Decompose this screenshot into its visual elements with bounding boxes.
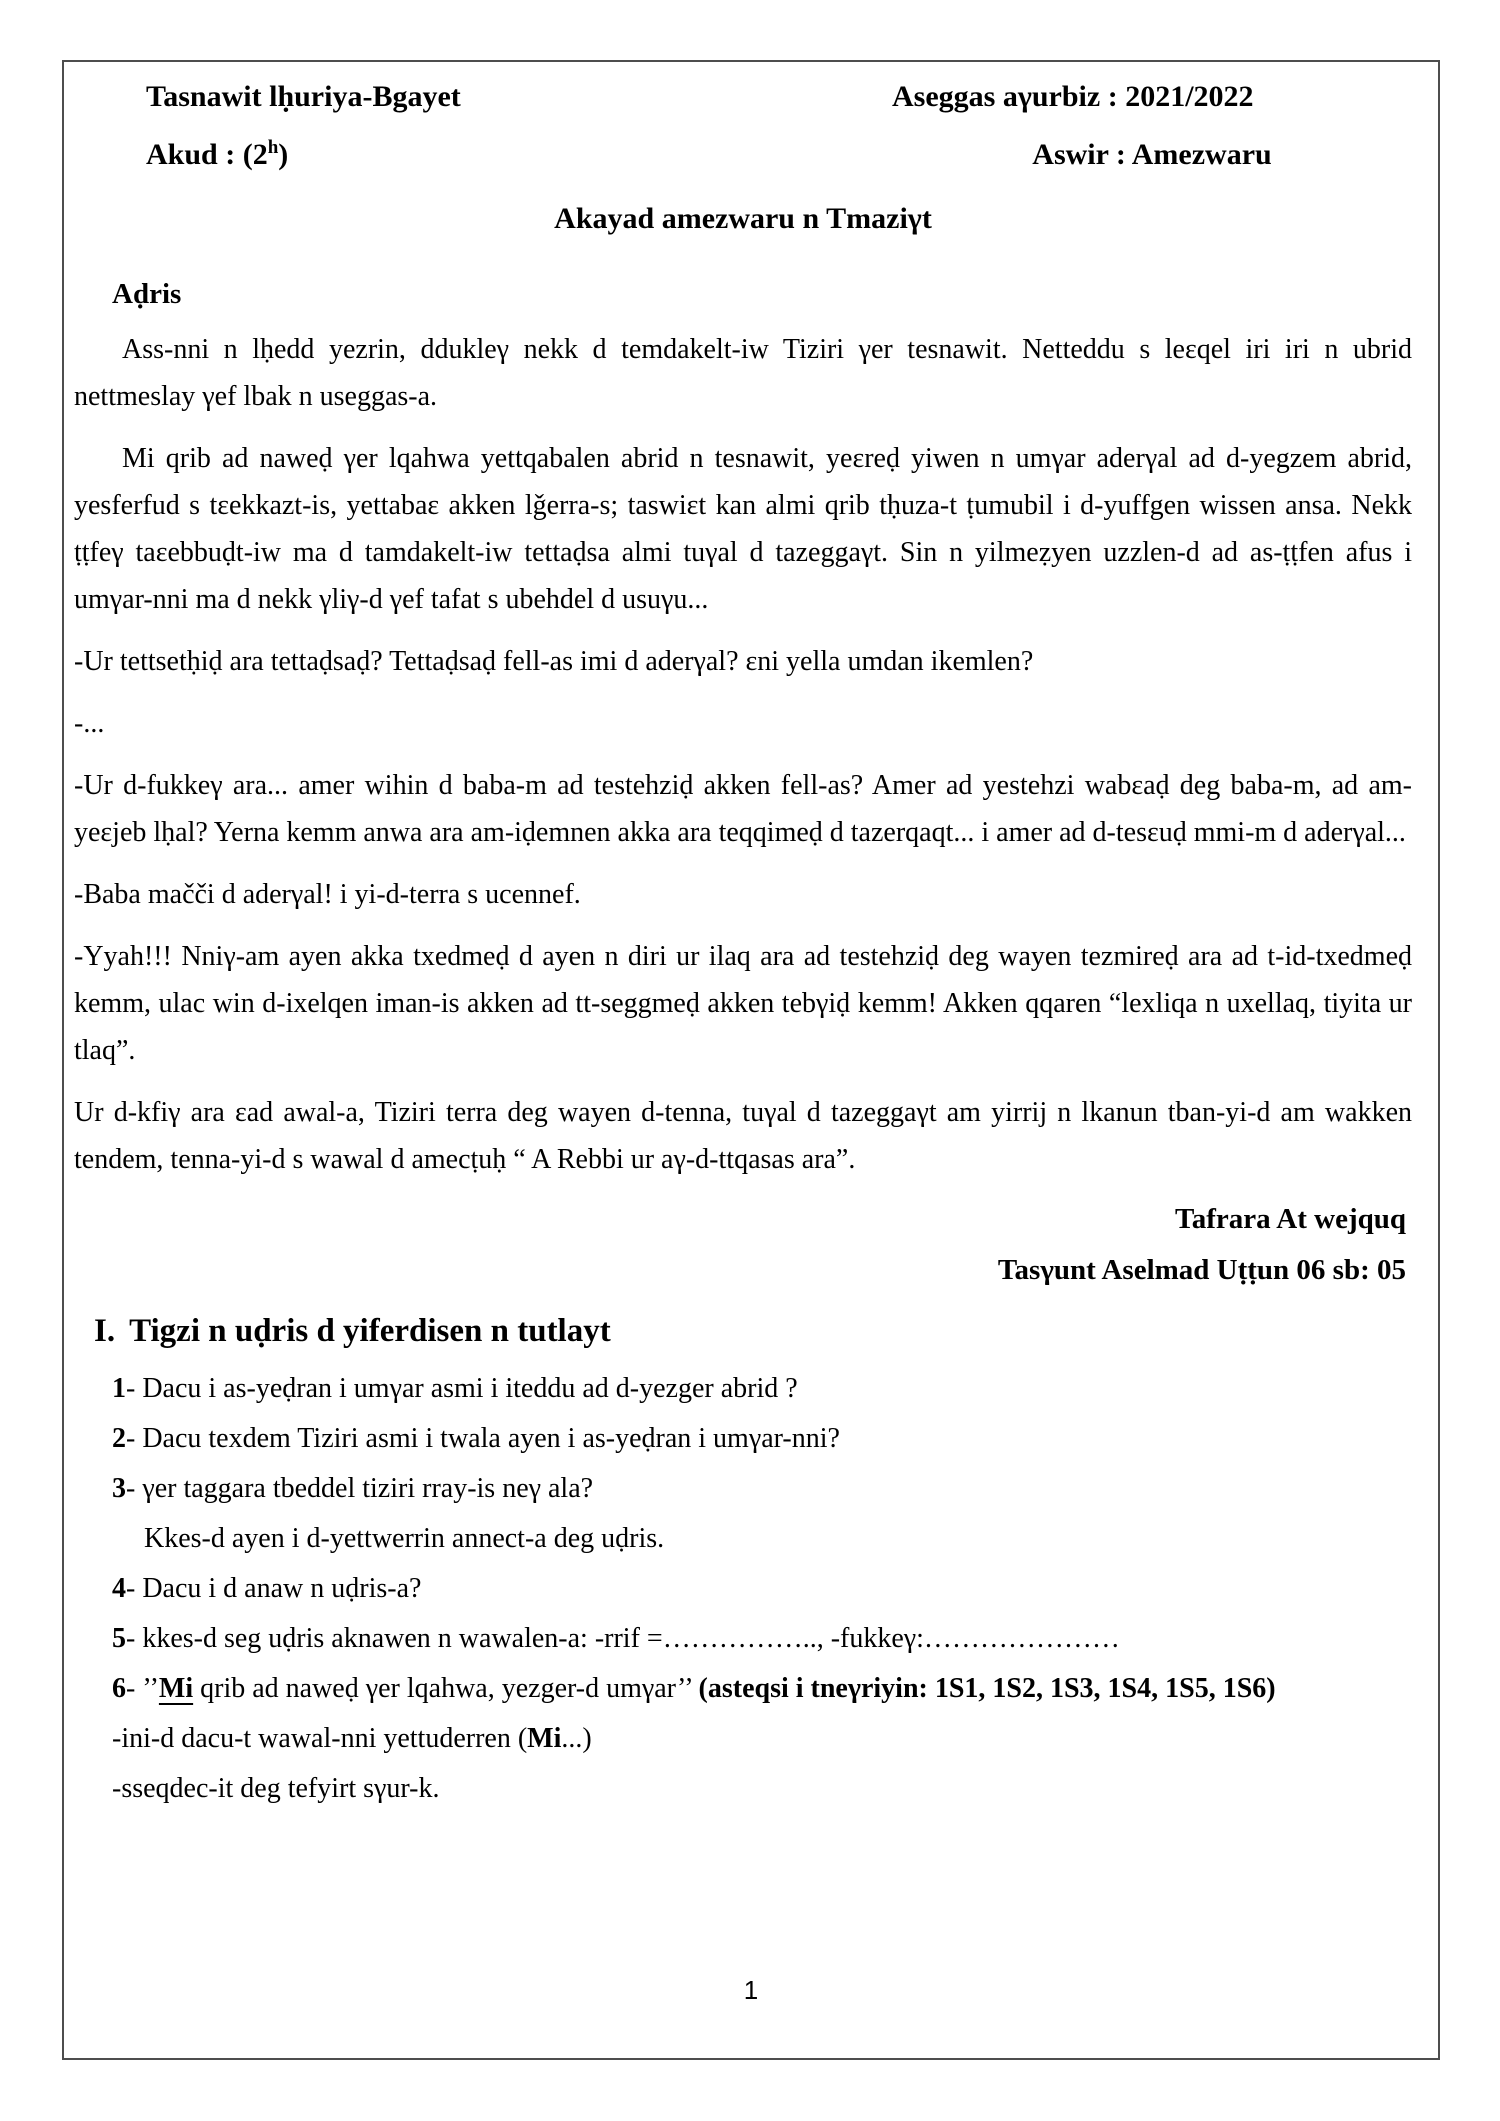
question-6-separator: - ’’	[126, 1673, 159, 1704]
section-heading-text: Tigzi n uḍris d yiferdisen n tutlayt	[129, 1313, 611, 1349]
header-row-1	[74, 80, 1412, 114]
page-border-frame	[62, 60, 1440, 2060]
exam-title: Akayad amezwaru n Tmaziγt	[554, 202, 932, 235]
question-4-number: 4	[112, 1573, 126, 1604]
question-6-number: 6	[112, 1673, 126, 1704]
duration-prefix: Akud : (2	[146, 138, 268, 171]
question-2	[112, 1414, 1412, 1464]
exam-duration	[146, 138, 288, 172]
question-6b-post: ...)	[561, 1723, 592, 1754]
question-1	[112, 1364, 1412, 1414]
question-1-number: 1	[112, 1373, 126, 1404]
dialogue-line-4: -Baba mačči d aderγal! i yi-d-terra s ucennef.	[74, 879, 581, 910]
exam-level: Aswir : Amezwaru	[1032, 138, 1272, 171]
source-reference: Tasγunt Aselmad Uṭṭun 06 sb: 05	[997, 1254, 1406, 1286]
question-2-number: 2	[112, 1423, 126, 1454]
question-1-text: - Dacu i as-yeḍran i umγar asmi i iteddu ad d-yezger abrid ?	[126, 1373, 798, 1404]
question-4-text: - Dacu i d anaw n uḍris-a?	[126, 1573, 422, 1604]
question-6b-mi-word: Mi	[527, 1723, 562, 1754]
section-numeral: I.	[94, 1313, 116, 1349]
question-3	[112, 1464, 1412, 1514]
closing-paragraph: Ur d-kfiγ ara ɛad awal-a, Tiziri terra deg wayen d-tenna, tuγal d tazeggaγt am yirrij n lkanun tban-yi-d am wakken tendem, tenna-yi-d s wawal d amecṭuḥ “ A Rebbi ur aγ-d-ttqasas ara”.	[74, 1097, 1412, 1175]
question-3-text: - γer taggara tbeddel tiziri rray-is neγ ala?	[126, 1473, 594, 1504]
dialogue-line-2: -...	[74, 708, 105, 739]
school-year: Aseggas aγurbiz : 2021/2022	[892, 80, 1254, 113]
question-6-instruction: (asteqsi i tneγriyin: 1S1, 1S2, 1S3, 1S4, 1S5, 1S6)	[698, 1673, 1276, 1704]
question-3-subline: Kkes-d ayen i d-yettwerrin annect-a deg uḍris.	[144, 1523, 665, 1554]
question-6-quote-text: qrib ad naweḍ γer lqahwa, yezger-d umγar’’	[193, 1673, 699, 1704]
story-paragraph-2: Mi qrib ad naweḍ γer lqahwa yettqabalen abrid n tesnawit, yeɛreḍ yiwen n umγar aderγal ad d-yegzem abrid, yesferfud s tɛekkazt-is, yettabaɛ akken lǧerra-s; taswiɛt kan almi qrib tḥuza-t ṭumubil i d-yuffgen wissen ansa. Nekk ṭṭfeγ taɛebbuḍt-iw ma d tamdakelt-iw tettaḍsa almi tuγal d tazeggaγt. Sin n yilmeẓyen uzzlen-d ad as-ṭṭfen afus i umγar-nni ma d nekk γliγ-d γef tafat s ubehdel d usuγu...	[74, 443, 1412, 615]
story-paragraph-1: Ass-nni n lḥedd yezrin, ddukleγ nekk d temdakelt-iw Tiziri γer tesnawit. Netteddu s leɛqel iri iri n ubrid nettmeslay γef lbak n useggas-a.	[74, 334, 1412, 412]
page-number: 1	[743, 1975, 759, 2005]
question-5-text: - kkes-d seg uḍris aknawen n wawalen-a: -rrif =…………….., -fukkeγ:…………………	[126, 1623, 1120, 1654]
text-section-label: Aḍris	[112, 278, 182, 310]
question-6-mi-word: Mi	[158, 1673, 194, 1704]
question-2-text: - Dacu texdem Tiziri asmi i twala ayen i as-yeḍran i umγar-nni?	[126, 1423, 840, 1454]
question-6b-pre: -ini-d dacu-t wawal-nni yettuderren (	[112, 1723, 528, 1754]
question-5	[112, 1614, 1412, 1664]
section-heading	[94, 1313, 1412, 1350]
question-3-number: 3	[112, 1473, 126, 1504]
dialogue-line-5: -Yyah!!! Nniγ-am ayen akka txedmeḍ d ayen n diri ur ilaq ara ad testehziḍ deg wayen tezmireḍ ara ad t-id-txedmeḍ kemm, ulac win d-ixelqen iman-is akken ad tt-seggmeḍ akken tebγiḍ kemm! Akken qqaren “lexliqa n uxellaq, tiyita ur tlaq”.	[74, 941, 1412, 1066]
dialogue-line-1: -Ur tettsetḥiḍ ara tettaḍsaḍ? Tettaḍsaḍ fell-as imi d aderγal? ɛni yella umdan ikemlen?	[74, 646, 1034, 677]
author-name: Tafrara At wejquq	[1175, 1203, 1406, 1235]
dialogue-line-3: -Ur d-fukkeγ ara... amer wihin d baba-m ad testehziḍ akken fell-as? Amer ad yestehzi wabɛaḍ deg baba-m, ad am-yeɛjeb lḥal? Yerna kemm anwa ara am-iḍemnen akka ara teqqimeḍ d tazerqaqt... i amer ad d-tesɛuḍ mmi-m d aderγal...	[74, 770, 1412, 848]
question-5-number: 5	[112, 1623, 126, 1654]
header-row-2	[74, 138, 1412, 172]
duration-suffix: )	[278, 138, 289, 171]
school-name: Tasnawit lḥuriya-Bgayet	[146, 80, 461, 113]
question-6	[112, 1664, 1412, 1714]
question-6-subline-2: -sseqdec-it deg tefyirt sγur-k.	[112, 1773, 440, 1804]
question-6-subline-1	[112, 1714, 1412, 1764]
duration-superscript-h: h	[267, 137, 279, 158]
question-4	[112, 1564, 1412, 1614]
